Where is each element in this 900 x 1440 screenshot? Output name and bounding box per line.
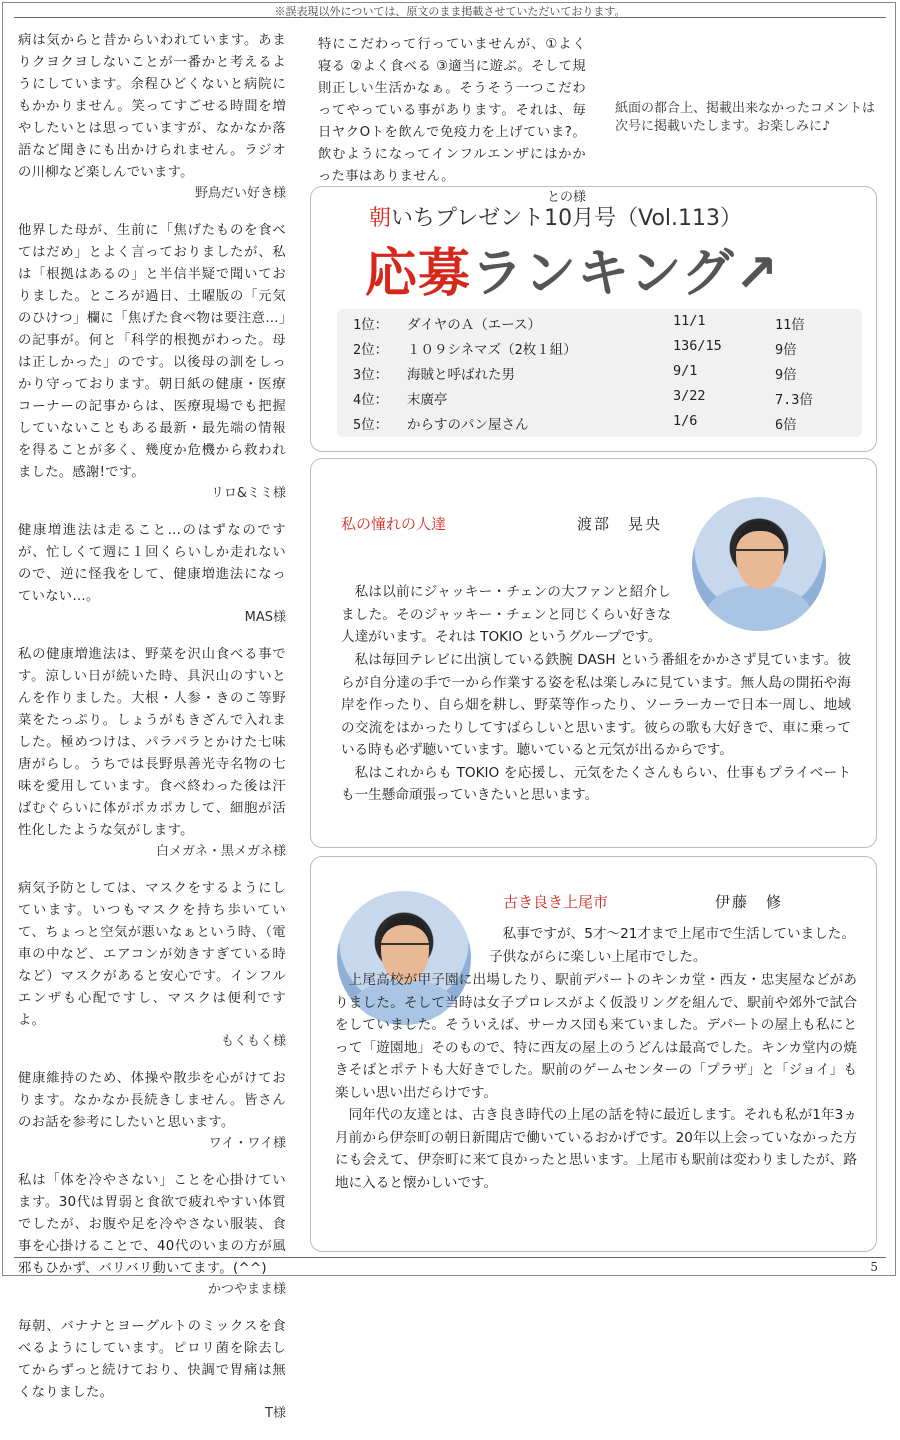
article-paragraph-text: 上尾高校が甲子園に出場したり、駅前デパートのキンカ堂・西友・忠実屋などがありました。そして当時は女子プロレスがよく仮設リングを組んで、駅前や郊外で試合をしていました。そういえば、サーカス団も来ていました。デパートの屋上も私にとって「遊園地」そのもので、特に西友の屋上のうどんは最高でした。キンカ堂内の焼きそばとポテトも大好きでした。駅前のゲームセンターの「プラザ」と「ジョイ」も楽しい思い出だらけです。 xyxy=(335,972,857,1101)
top-divider xyxy=(14,17,886,18)
reader-letters-column xyxy=(18,30,286,1440)
letter-signature: 野鳥だい好き様 xyxy=(194,186,286,201)
reader-letter xyxy=(18,220,286,504)
article-paragraph-text: 私は以前にジャッキー・チェンの大ファンと紹介しました。そのジャッキー・チェンと同じくらい好きな人達がいます。それは TOKIO というグループです。 xyxy=(341,584,671,645)
rank-title: ダイヤのＡ（エース） xyxy=(407,317,542,333)
rank-ratio: 9倍 xyxy=(775,342,797,358)
rank-count: 11/1 xyxy=(673,313,706,329)
rank-position: 2位： xyxy=(353,342,389,358)
letter-body: 他界した母が、生前に「焦げたものを食べてはだめ」とよく言っておりましたが、私は「根拠はあるの」と半信半疑で聞いておりました。ところが過日、土曜版の「元気のひけつ」欄に「焦げた食べ物は要注意…」の記事が。何と「科学的根拠がわった。母は正しかった」のです。以後母の訓をしっかり守っております。朝日紙の健康・医療コーナーの記事からは、医療現場でも把握していないこともある最新・最先端の情報を得ることが多く、幾度か危機から救われました。感謝!です。 xyxy=(18,223,286,480)
letter-body: 私は「体を冷やさない」ことを心掛けています。30代は胃弱と食欲で疲れやすい体質でしたが、お腹や足を冷やさない服装、食事を心掛けることで、40代のいまの方が風邪もひかず、バリバリ動いてます。(^^) xyxy=(18,1173,286,1276)
page-number: 5 xyxy=(870,1260,878,1274)
rank-count: 3/22 xyxy=(673,388,706,404)
staff-article-2 xyxy=(310,856,877,1252)
reader-letter xyxy=(18,1068,286,1154)
rank-ratio: 7.3倍 xyxy=(775,392,813,408)
article-author: 渡部 晃央 xyxy=(577,515,663,533)
ranking-subtitle xyxy=(369,201,742,232)
letter-signature: 白メガネ・黒メガネ様 xyxy=(155,844,286,859)
ranking-heading xyxy=(365,231,779,306)
ranking-row xyxy=(337,359,862,385)
reader-letter-middle xyxy=(318,34,586,208)
reader-letter xyxy=(18,644,286,862)
article-paragraph-text: 同年代の友達とは、古き良き時代の上尾の話を特に最近します。それも私が1年3ヵ月前から伊奈町の朝日新聞店で働いているおかげです。20年以上会っていなかった方にも会えて、伊奈町に来て良かったと思います。上尾市も駅前は変わりましたが、路地に入ると懐かしいです。 xyxy=(335,1107,857,1191)
rank-title: 末廣亭 xyxy=(407,392,448,408)
rank-count: 1/6 xyxy=(673,413,698,429)
rank-position: 3位： xyxy=(353,367,389,383)
reprint-notice: ※誤表現以外については、原文のまま掲載させていただいております。 xyxy=(274,5,626,18)
letter-body: 健康維持のため、体操や散歩を心がけております。なかなか長続きしません。皆さんのお話を参考にしたいと思います。 xyxy=(18,1071,286,1130)
reader-letter xyxy=(18,1170,286,1300)
letter-signature: T様 xyxy=(265,1406,286,1421)
rank-position: 1位： xyxy=(353,317,389,333)
subtitle-rest: いちプレゼント10月号（Vol.113） xyxy=(391,206,743,231)
letter-signature: リロ&ミミ様 xyxy=(210,486,286,501)
article-title: 古き良き上尾市 xyxy=(503,893,609,911)
ranking-row xyxy=(337,309,862,335)
author-photo xyxy=(692,497,826,631)
article-author: 伊藤 修 xyxy=(715,893,784,911)
letter-signature: との様 xyxy=(546,190,586,205)
photo-glasses xyxy=(736,549,784,561)
article-body xyxy=(335,969,857,1194)
rank-count: 136/15 xyxy=(673,338,722,354)
letter-signature: もくもく様 xyxy=(220,1034,286,1049)
reader-letter xyxy=(18,30,286,204)
article-title: 私の憧れの人達 xyxy=(341,515,447,533)
letter-body: 病気予防としては、マスクをするようにしています。いつもマスクを持ち歩いていて、ちょっと空気が悪いなぁという時、（電車の中など、エアコンが効きすぎている時など）マスクがあると安心です。インフルエンザも心配ですし、マスクは便利ですよ。 xyxy=(18,881,286,1028)
article-paragraph xyxy=(341,581,671,649)
reader-letter xyxy=(18,520,286,628)
bottom-divider xyxy=(14,1257,886,1258)
space-notice: 紙面の都合上、掲載出来なかったコメントは次号に掲載いたします。お楽しみに♪ xyxy=(615,101,876,134)
subtitle-accent: 朝 xyxy=(369,206,392,231)
rank-count: 9/1 xyxy=(673,363,698,379)
rank-title: 海賊と呼ばれた男 xyxy=(407,367,515,383)
letter-body: 私の健康増進法は、野菜を沢山食べる事です。涼しい日が続いた時、具沢山のすいとんを作りました。大根・人参・きのこ等野菜をたっぷり。しょうがもきざんで入れました。極めつけは、パラパラとかけた七味唐がらし。うちでは長野県善光寺名物の七味を愛用しています。食べ終わった後は汗ばむぐらいに体がポカポカして、細胞が活性化したような気がします。 xyxy=(18,647,286,838)
letter-signature: MAS様 xyxy=(244,610,286,625)
article-paragraph-text: 私事ですが、5才～21才まで上尾市で生活していました。子供ながらに楽しい上尾市でした。 xyxy=(489,926,855,965)
ranking-row xyxy=(337,334,862,360)
article-paragraph-text: 私は毎回テレビに出演している鉄腕 DASH という番組をかかさず見ています。彼らが自分達の手で一から作業する姿を私は楽しみに見ています。無人島の開拓や海岸を作ったり、自ら畑を耕し、野菜等作ったり、ソーラーカーで日本一周し、地域の交流をはかったりしてすばらしいと思います。彼らの歌も大好きで、車に乗っている時も必ず聴いています。聴いていると元気が出るからです。 xyxy=(341,652,851,758)
article-paragraph xyxy=(489,923,855,968)
rank-ratio: 6倍 xyxy=(775,417,797,433)
rank-ratio: 9倍 xyxy=(775,367,797,383)
photo-glasses xyxy=(381,943,429,955)
letter-signature: ワイ・ワイ様 xyxy=(208,1136,286,1151)
rank-position: 4位： xyxy=(353,392,389,408)
rank-title: １０９シネマズ（2枚１組） xyxy=(407,342,577,358)
rank-ratio: 11倍 xyxy=(775,317,805,333)
ranking-row xyxy=(337,409,862,435)
article-paragraph-text: 私はこれからも TOKIO を応援し、元気をたくさんもらい、仕事もプライベートも一生懸命頑張っていきたいと思います。 xyxy=(341,764,851,803)
reader-letter xyxy=(18,1316,286,1424)
article-body xyxy=(341,649,851,807)
letter-signature: かつやまま様 xyxy=(207,1282,286,1297)
letter-body: 特にこだわって行っていませんが、①よく寝る ②よく食べる ③適当に遊ぶ。そして規則正しい生活かなぁ。そうそう一つこだわってやっている事があります。それは、毎日ヤクOトを飲んで免疫力を上げていま?。飲むようになってインフルエンザにはかかった事はありません。 xyxy=(318,37,586,184)
ranking-table xyxy=(337,309,862,437)
letter-body: 健康増進法は走ること…のはずなのですが、忙しくて週に１回くらいしか走れないので、逆に怪我をして、健康増進法になっていない…。 xyxy=(18,523,286,604)
ranking-box xyxy=(310,186,877,452)
reader-letter xyxy=(18,878,286,1052)
ranking-row xyxy=(337,384,862,410)
letter-body: 病は気からと昔からいわれています。あまりクヨクヨしないことが一番かと考えるようにしています。余程ひどくないと病院にもかかりません。笑ってすごせる時間を増やしたいとは思っていますが、なかなか落語など聞きにも出かけられません。ラジオの川柳など楽しんでいます。 xyxy=(18,33,286,180)
heading-rest: ランキング↗ xyxy=(471,244,780,304)
photo-shirt xyxy=(706,585,812,631)
letter-body: 毎朝、バナナとヨーグルトのミックスを食べるようにしています。ピロリ菌を除去してからずっと続けており、快調で胃痛は無くなりました。 xyxy=(18,1319,286,1400)
heading-accent: 応募 xyxy=(365,244,472,304)
staff-article-1 xyxy=(310,458,877,848)
rank-title: からすのパン屋さん xyxy=(407,417,529,433)
rank-position: 5位： xyxy=(353,417,389,433)
